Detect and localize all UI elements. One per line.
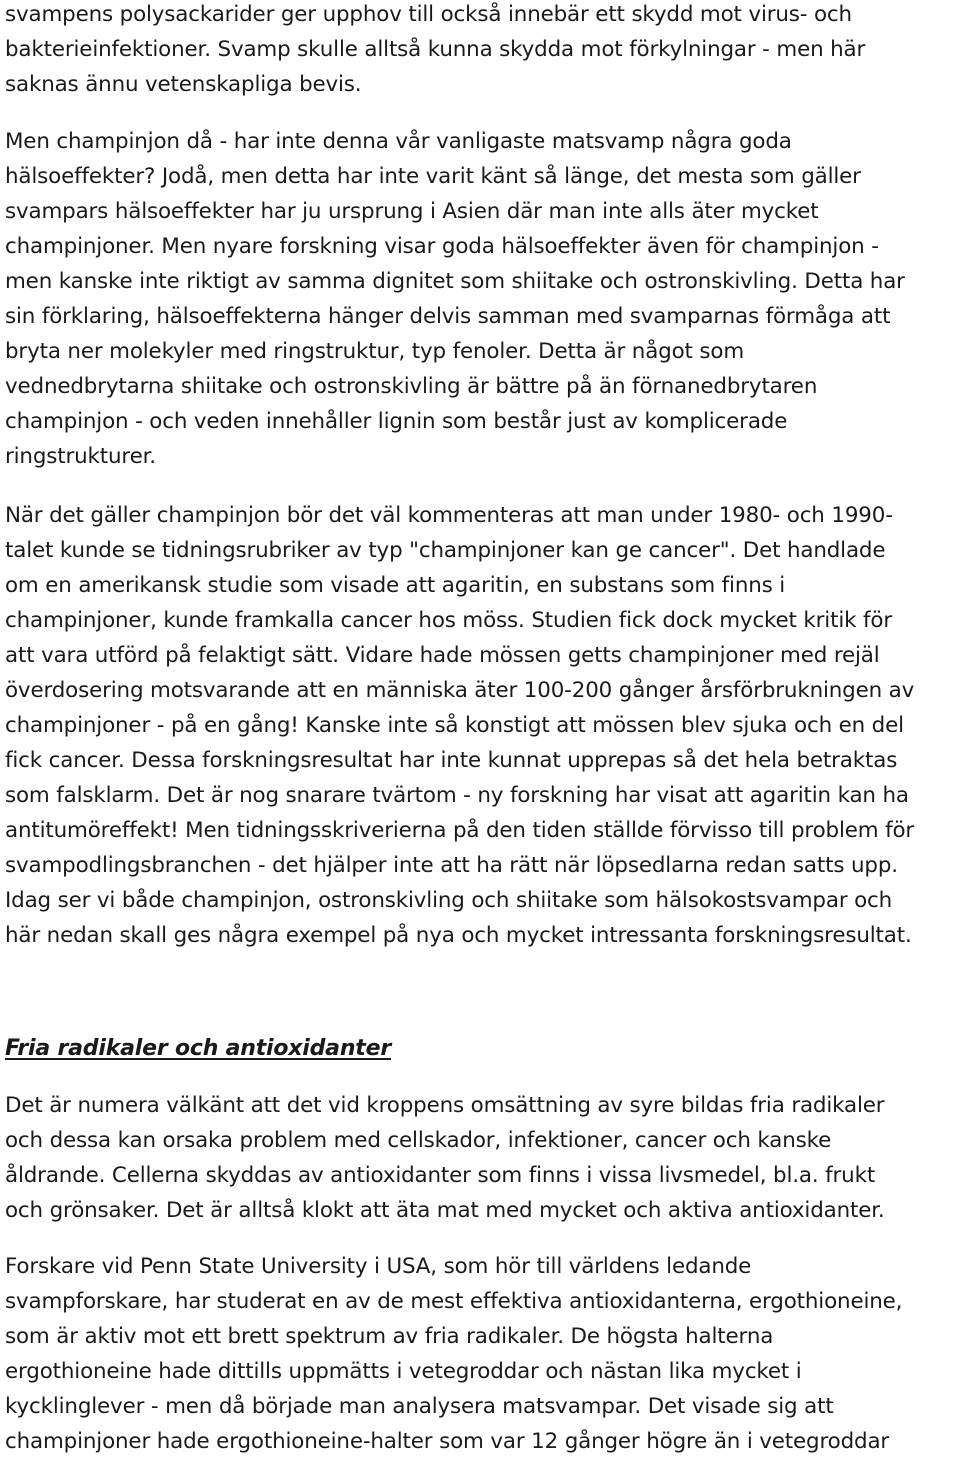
text-line: champinjon - och veden innehåller lignin som består just av komplicerade bbox=[5, 409, 788, 434]
text-line: antitumöreffekt! Men tidningsskriverierna på den tiden ställde förvisso till problem för bbox=[5, 818, 915, 843]
text-line: att vara utförd på felaktigt sätt. Vidare hade mössen getts champinjoner med rejäl bbox=[5, 643, 880, 668]
text-line: överdosering motsvarande att en människa äter 100-200 gånger årsförbrukningen av bbox=[5, 678, 915, 703]
text-line: här nedan skall ges några exempel på nya och mycket intressanta forskningsresultat. bbox=[5, 923, 912, 948]
text-line: När det gäller champinjon bör det väl kommenteras att man under 1980- och 1990- bbox=[5, 503, 893, 528]
text-line: hälsoeffekter? Jodå, men detta har inte varit känt så länge, det mesta som gäller bbox=[5, 164, 861, 189]
text-line: svampodlingsbranchen - det hjälper inte att ha rätt när löpsedlarna redan satts upp. bbox=[5, 853, 898, 878]
text-line: som är aktiv mot ett brett spektrum av fria radikaler. De högsta halterna bbox=[5, 1324, 774, 1349]
text-line: talet kunde se tidningsrubriker av typ "champinjoner kan ge cancer". Det handlade bbox=[5, 538, 886, 563]
text-line: vednedbrytarna shiitake och ostronskivling är bättre på än förnanedbrytaren bbox=[5, 374, 818, 399]
text-line: saknas ännu vetenskapliga bevis. bbox=[5, 72, 362, 97]
text-line: ringstrukturer. bbox=[5, 444, 156, 469]
text-line: svampars hälsoeffekter har ju ursprung i Asien där man inte alls äter mycket bbox=[5, 199, 819, 224]
text-line: och grönsaker. Det är alltså klokt att äta mat med mycket och aktiva antioxidanter. bbox=[5, 1198, 885, 1223]
text-line: champinjoner, kunde framkalla cancer hos möss. Studien fick dock mycket kritik för bbox=[5, 608, 892, 633]
text-line: Forskare vid Penn State University i USA, som hör till världens ledande bbox=[5, 1254, 752, 1279]
text-line: sin förklaring, hälsoeffekterna hänger delvis samman med svamparnas förmåga att bbox=[5, 304, 891, 329]
text-line: som falsklarm. Det är nog snarare tvärtom - ny forskning har visat att agaritin kan ha bbox=[5, 783, 909, 808]
text-line: bryta ner molekyler med ringstruktur, typ fenoler. Detta är något som bbox=[5, 339, 745, 364]
text-line: champinjoner - på en gång! Kanske inte så konstigt att mössen blev sjuka och en del bbox=[5, 713, 904, 738]
text-line: men kanske inte riktigt av samma dignitet som shiitake och ostronskivling. Detta har bbox=[5, 269, 905, 294]
text-line: champinjoner. Men nyare forskning visar goda hälsoeffekter även för champinjon - bbox=[5, 234, 879, 259]
text-line: kycklinglever - men då började man analysera matsvampar. Det visade sig att bbox=[5, 1394, 834, 1419]
text-line: Det är numera välkänt att det vid kroppens omsättning av syre bildas fria radikaler bbox=[5, 1093, 885, 1118]
text-line: svampforskare, har studerat en av de mest effektiva antioxidanterna, ergothioneine, bbox=[5, 1289, 903, 1314]
text-line: bakterieinfektioner. Svamp skulle alltså kunna skydda mot förkylningar - men här bbox=[5, 37, 866, 62]
text-line: om en amerikansk studie som visade att agaritin, en substans som finns i bbox=[5, 573, 786, 598]
text-line: fick cancer. Dessa forskningsresultat har inte kunnat upprepas så det hela betraktas bbox=[5, 748, 898, 773]
section-heading: Fria radikaler och antioxidanter bbox=[5, 1036, 391, 1061]
text-line: Idag ser vi både champinjon, ostronskivling och shiitake som hälsokostsvampar och bbox=[5, 888, 893, 913]
text-line: Men champinjon då - har inte denna vår vanligaste matsvamp några goda bbox=[5, 129, 792, 154]
text-line: och dessa kan orsaka problem med cellskador, infektioner, cancer och kanske bbox=[5, 1128, 832, 1153]
text-line: ergothioneine hade dittills uppmätts i vetegroddar och nästan lika mycket i bbox=[5, 1359, 802, 1384]
text-line: åldrande. Cellerna skyddas av antioxidanter som finns i vissa livsmedel, bl.a. frukt bbox=[5, 1163, 876, 1188]
text-line: svampens polysackarider ger upphov till också innebär ett skydd mot virus- och bbox=[5, 2, 852, 27]
text-line: champinjoner hade ergothioneine-halter som var 12 gånger högre än i vetegroddar bbox=[5, 1429, 890, 1454]
